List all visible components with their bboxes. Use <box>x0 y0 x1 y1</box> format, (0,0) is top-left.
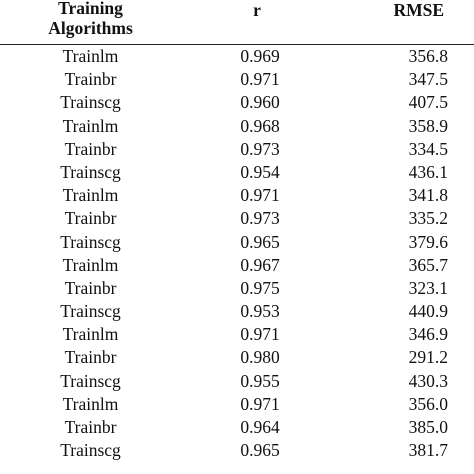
cell-r: 0.965 <box>240 440 280 461</box>
table-row <box>0 346 474 369</box>
cell-algorithm: Trainscg <box>60 370 121 391</box>
cell-rmse: 341.8 <box>408 185 448 206</box>
cell-algorithm: Trainbr <box>64 208 117 229</box>
table-row <box>0 138 474 161</box>
cell-algorithm: Trainscg <box>60 301 121 322</box>
cell-algorithm: Trainlm <box>62 185 119 206</box>
table-row <box>0 45 474 69</box>
cell-algorithm: Trainlm <box>62 393 119 414</box>
header-algorithm-line1: Training <box>58 0 123 18</box>
cell-algorithm: Trainbr <box>64 277 117 298</box>
table-row <box>0 91 474 114</box>
cell-rmse: 358.9 <box>408 115 448 136</box>
cell-r: 0.975 <box>240 277 280 298</box>
cell-r: 0.973 <box>240 208 280 229</box>
cell-r: 0.971 <box>240 393 280 414</box>
header-row <box>0 0 474 45</box>
cell-algorithm: Trainscg <box>60 440 121 461</box>
table-row <box>0 439 474 462</box>
table-row <box>0 207 474 230</box>
table-row <box>0 393 474 416</box>
table-row <box>0 370 474 393</box>
header-rmse: RMSE <box>393 0 444 20</box>
cell-rmse: 365.7 <box>408 254 448 275</box>
cell-rmse: 347.5 <box>408 69 448 90</box>
cell-rmse: 323.1 <box>408 277 448 298</box>
cell-rmse: 335.2 <box>408 208 448 229</box>
table-row <box>0 161 474 184</box>
cell-r: 0.953 <box>240 301 280 322</box>
table-header <box>0 0 474 45</box>
table-row <box>0 68 474 91</box>
cell-r: 0.965 <box>240 231 280 252</box>
cell-algorithm: Trainlm <box>62 254 119 275</box>
cell-algorithm: Trainscg <box>60 161 121 182</box>
table-row <box>0 300 474 323</box>
cell-algorithm: Trainbr <box>64 69 117 90</box>
header-algorithm-line2: Algorithms <box>48 18 133 38</box>
table-row <box>0 115 474 138</box>
cell-r: 0.964 <box>240 417 280 437</box>
header-r: r <box>253 0 261 20</box>
cell-rmse: 430.3 <box>408 370 448 391</box>
cell-rmse: 440.9 <box>408 301 448 322</box>
cell-r: 0.971 <box>240 324 280 345</box>
table-row <box>0 254 474 277</box>
header-training-algorithms <box>0 0 181 45</box>
table-body <box>0 45 474 463</box>
cell-r: 0.971 <box>240 185 280 206</box>
cell-rmse: 407.5 <box>408 92 448 113</box>
cell-r: 0.967 <box>240 254 280 275</box>
cell-algorithm: Trainscg <box>60 231 121 252</box>
cell-algorithm: Trainlm <box>62 324 119 345</box>
cell-algorithm: Trainbr <box>64 417 117 437</box>
cell-algorithm: Trainbr <box>64 138 117 159</box>
table-row <box>0 184 474 207</box>
cell-rmse: 346.9 <box>408 324 448 345</box>
cell-rmse: 356.8 <box>408 46 448 66</box>
cell-r: 0.973 <box>240 138 280 159</box>
cell-r: 0.960 <box>240 92 280 113</box>
cell-algorithm: Trainlm <box>62 115 119 136</box>
table-row <box>0 277 474 300</box>
cell-r: 0.968 <box>240 115 280 136</box>
cell-algorithm: Trainlm <box>62 46 119 66</box>
cell-rmse: 381.7 <box>408 440 448 461</box>
cell-rmse: 436.1 <box>408 161 448 182</box>
table-row <box>0 323 474 346</box>
table-row <box>0 231 474 254</box>
cell-r: 0.969 <box>240 46 280 66</box>
cell-r: 0.955 <box>240 370 280 391</box>
cell-rmse: 291.2 <box>408 347 448 368</box>
cell-rmse: 334.5 <box>408 138 448 159</box>
cell-r: 0.954 <box>240 161 280 182</box>
cell-r: 0.971 <box>240 69 280 90</box>
cell-algorithm: Trainbr <box>64 347 117 368</box>
cell-rmse: 379.6 <box>408 231 448 252</box>
cell-rmse: 356.0 <box>408 393 448 414</box>
cell-algorithm: Trainscg <box>60 92 121 113</box>
cell-r: 0.980 <box>240 347 280 368</box>
table-row <box>0 416 474 439</box>
cell-rmse: 385.0 <box>408 417 448 437</box>
